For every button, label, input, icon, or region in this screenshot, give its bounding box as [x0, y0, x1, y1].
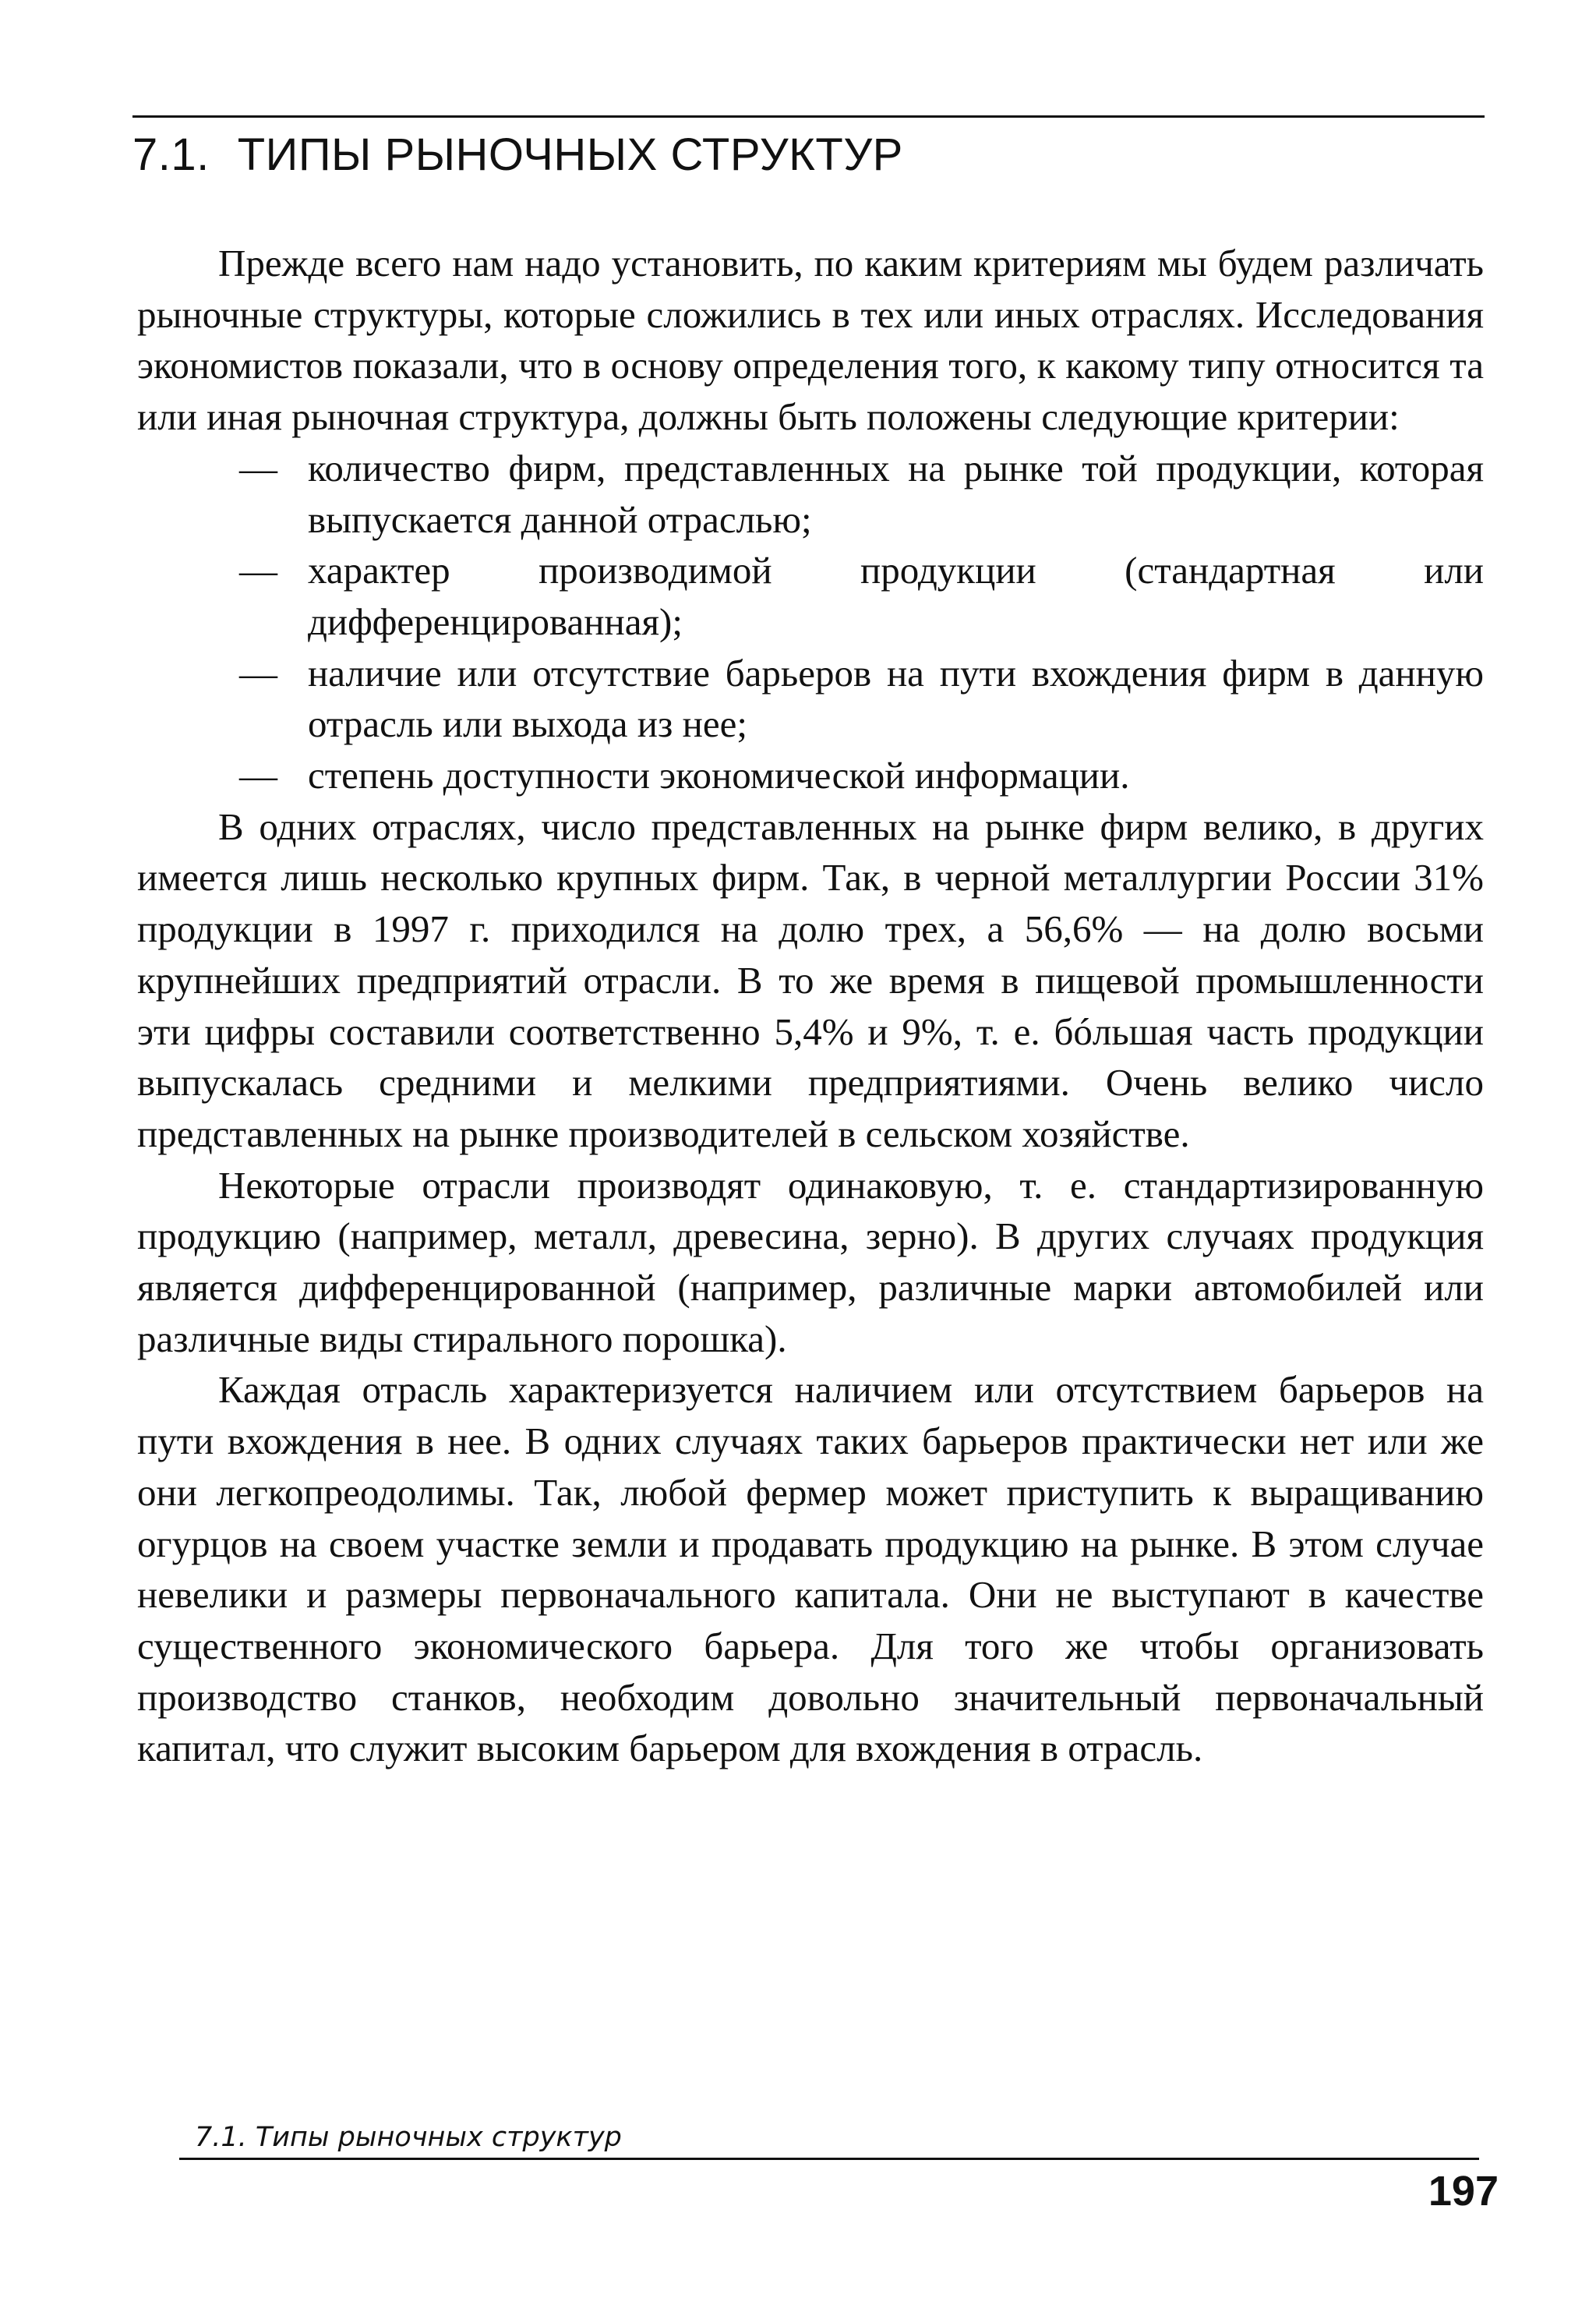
- dash-marker: —: [239, 446, 277, 490]
- section-title: ТИПЫ РЫНОЧНЫХ СТРУКТУР: [237, 129, 903, 180]
- running-footer-title: 7.1. Типы рыночных структур: [195, 2122, 622, 2153]
- paragraph-intro: Прежде всего нам надо установить, по каким критериям мы будем различать рыночные структуры, которые сложились в тех или иных отраслях. Исследования экономистов показали, что в основу определения того, к какому типу относится та или иная рыночная структура, должны быть положены следующие критерии:: [137, 242, 1484, 439]
- criteria-item: [137, 545, 1484, 647]
- criteria-item: [137, 443, 1484, 545]
- body-text: [137, 238, 1484, 1774]
- page-number: 197: [1428, 2168, 1499, 2215]
- criteria-item-text: степень доступности экономической информации.: [308, 754, 1130, 797]
- dash-marker: —: [239, 549, 277, 592]
- paragraph-firm-count: В одних отраслях, число представленных на рынке фирм велико, в других имеется лишь несколько крупных фирм. Так, в черной металлургии России 31% продукции в 1997 г. приходился на долю трех, а 56,6% — на долю восьми крупнейших предприятий отрасли. В то же время в пищевой промышленности эти цифры составили соответственно 5,4% и 9%, т. е. бóльшая часть продукции выпускалась средними и мелкими предприятиями. Очень велико число представленных на рынке производителей в сельском хозяйстве.: [137, 804, 1484, 1155]
- criteria-item: [137, 648, 1484, 750]
- criteria-item-text: наличие или отсутствие барьеров на пути вхождения фирм в данную отрасль или выхода из нее;: [308, 651, 1484, 746]
- criteria-item: [137, 750, 1484, 801]
- dash-marker: —: [239, 651, 277, 695]
- footer-rule: [179, 2158, 1479, 2160]
- criteria-item-text: количество фирм, представленных на рынке той продукции, которая выпускается данной отраслью;: [308, 446, 1484, 541]
- criteria-item-text: характер производимой продукции (стандартная или дифференцированная);: [308, 549, 1484, 643]
- dash-marker: —: [239, 754, 277, 797]
- top-rule: [132, 115, 1485, 118]
- criteria-list: [137, 443, 1484, 801]
- paragraph-entry-barriers: Каждая отрасль характеризуется наличием или отсутствием барьеров на пути вхождения в нее. В одних случаях таких барьеров практически нет или же они легкопреодолимы. Так, любой фермер может приступить к выращиванию огурцов на своем участке земли и продавать продукцию на рынке. В этом случае невелики и размеры первоначального капитала. Они не выступают в качестве существенного экономического барьера. Для того же чтобы организовать производство станков, необходим довольно значительный первоначальный капитал, что служит высоким барьером для вхождения в отрасль.: [137, 1368, 1484, 1770]
- paragraph-product-type: Некоторые отрасли производят одинаковую, т. е. стандартизированную продукцию (например, металл, древесина, зерно). В других случаях продукция является дифференцированной (например, различные марки автомобилей или различные виды стирального порошка).: [137, 1163, 1484, 1360]
- section-heading: [132, 129, 903, 181]
- section-number: 7.1.: [132, 129, 210, 180]
